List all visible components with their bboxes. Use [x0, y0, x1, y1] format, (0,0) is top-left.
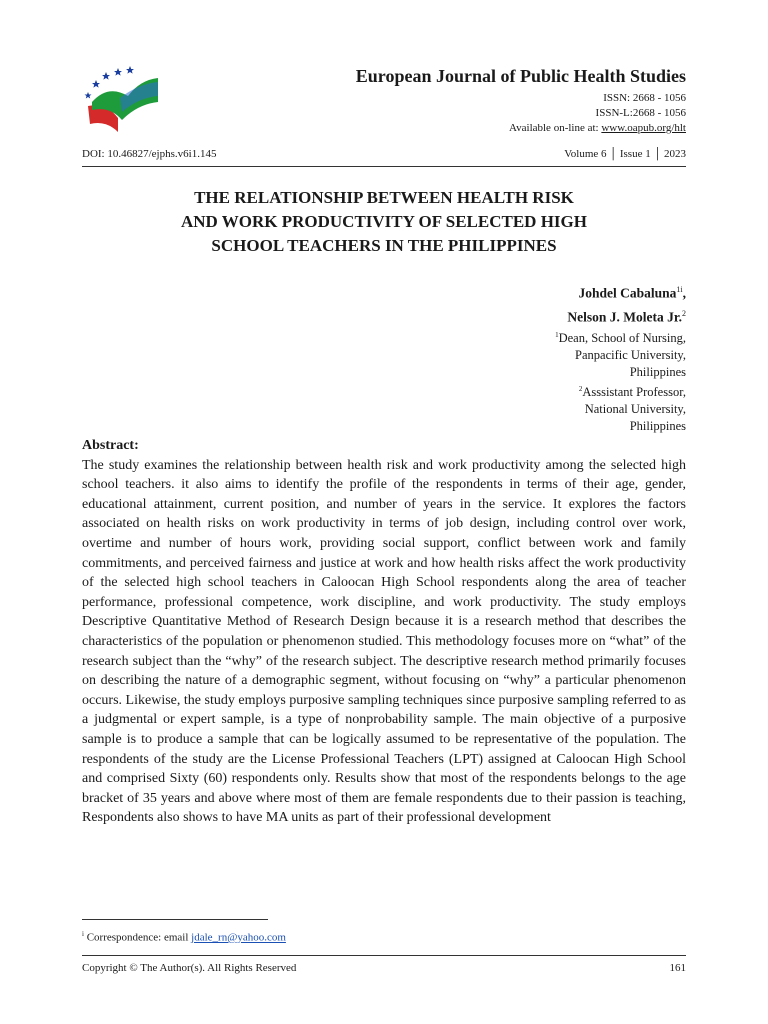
affiliation-2-text: Asssistant Professor, [582, 385, 686, 400]
author-1 [555, 280, 686, 304]
affiliation-2-line-2: National University, [584, 402, 686, 417]
abstract-heading: Abstract: [82, 438, 139, 453]
paper-title [82, 186, 686, 258]
footnote-divider [82, 919, 268, 920]
correspondence-email-link[interactable]: jdale_rn@yahoo.com [191, 931, 286, 944]
footnote-marker: i [82, 930, 84, 938]
availability-line [356, 121, 686, 136]
journal-title: European Journal of Public Health Studies [355, 66, 686, 86]
author-2 [555, 304, 686, 328]
author-1-sup: 1i [676, 285, 683, 294]
page-footer [82, 955, 686, 974]
author-1-suffix: , [682, 285, 686, 301]
affiliation-1-sup: 1 [555, 331, 559, 339]
affiliation-2-sup: 2 [578, 385, 583, 394]
page-number: 161 [669, 962, 686, 974]
author-1-name: Johdel Cabaluna [578, 285, 677, 301]
journal-header [356, 66, 686, 136]
affiliation-2-line-3: Philippines [629, 419, 686, 434]
title-line-1: THE RELATIONSHIP BETWEEN HEALTH RISK [194, 188, 574, 207]
issn: ISSN: 2668 - 1056 [603, 92, 686, 104]
affiliation-1-line-2: Panpacific University, [575, 348, 686, 363]
affiliation-1-line-3: Philippines [629, 365, 686, 380]
footnote [82, 930, 286, 944]
title-line-3: SCHOOL TEACHERS IN THE PHILIPPINES [211, 236, 557, 255]
affiliation-1-line-1 [555, 327, 686, 347]
affiliation-1-text: Dean, School of Nursing, [558, 331, 686, 346]
title-line-2: AND WORK PRODUCTIVITY OF SELECTED HIGH [180, 212, 587, 231]
authors-block [555, 280, 686, 435]
author-2-name: Nelson J. Moleta Jr. [567, 309, 682, 324]
copyright: Copyright © The Author(s). All Rights Reserved [82, 962, 297, 974]
meta-row [82, 148, 686, 167]
author-2-sup: 2 [682, 308, 686, 318]
journal-logo [78, 62, 162, 134]
available-label: Available on-line at: [509, 122, 602, 134]
affiliation-2-line-1 [555, 381, 686, 401]
volume-issue-year: Volume 6 │ Issue 1 │ 2023 [564, 148, 686, 160]
footnote-label: Correspondence: email [83, 931, 192, 944]
journal-url-link[interactable]: www.oapub.org/hlt [601, 122, 686, 134]
abstract-section [82, 436, 686, 828]
doi: DOI: 10.46827/ejphs.v6i1.145 [82, 148, 217, 160]
issn-l: ISSN-L:2668 - 1056 [595, 107, 686, 119]
abstract-body: The study examines the relationship between health risk and work productivity among the selected high school teachers. it also aims to identify the profile of the respondents in terms of their age, gender, educational attainment, current position, and number of years in the service. It explores the factors associated on health risks on work productivity in terms of job design, including control over work, overtime and number of hours work, providing social support, conflict between work and family commitments, and perceived fairness and justice at work and how health risks affect the work productivity of the selected high school teachers in Caloocan High School respondents along the area of teacher performance, professional competence, work discipline, and work productivity. The study employs Descriptive Quantitative Method of Research Design because it is a research method that describes the characteristics of the population or phenomenon studied. This methodology focuses more on “what” of the research subject than the “why” of the research subject. The descriptive research method primarily focuses on describing the nature of a demographic segment, without focusing on “why” a particular phenomenon occurs. Likewise, the study employs purposive sampling techniques since purposive sampling referred to as a judgmental or expert sample, is a type of nonprobability sample. The main objective of a purposive sample is to produce a sample that can be logically assumed to be representative of the population. The respondents of the study are the License Professional Teachers (LPT) assigned at Caloocan High School and comprised Sixty (60) respondents only. Results show that most of the respondents belongs to the age bracket of 35 years and above where most of them are female respondents due to their passion is teaching, Respondents also shows to have MA units as part of their professional development [82, 457, 686, 826]
